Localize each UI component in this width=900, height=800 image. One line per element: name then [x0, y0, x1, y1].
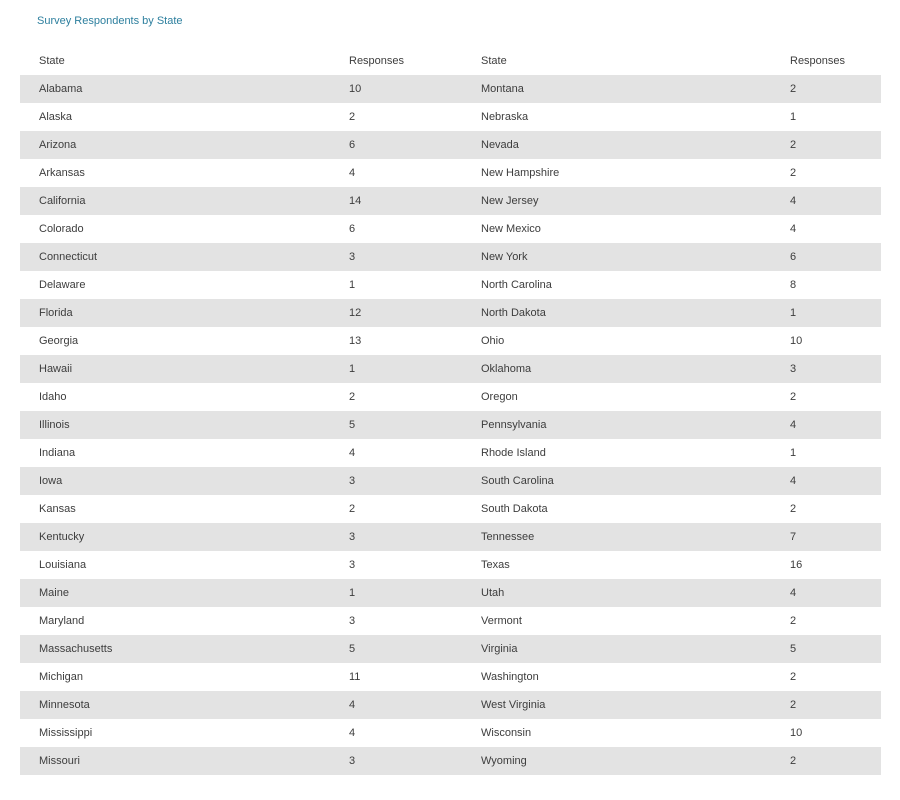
responses-cell: 14	[349, 195, 362, 207]
table-row	[20, 243, 881, 271]
responses-cell: 2	[790, 671, 797, 683]
table-row	[20, 271, 881, 299]
state-cell: North Dakota	[481, 307, 546, 319]
responses-cell: 1	[349, 363, 356, 375]
responses-cell: 10	[349, 83, 362, 95]
state-cell: Arkansas	[39, 167, 85, 179]
table-row	[20, 215, 881, 243]
state-cell: Idaho	[39, 391, 67, 403]
state-cell: Vermont	[481, 615, 522, 627]
responses-cell: 7	[790, 531, 797, 543]
state-cell: Louisiana	[39, 559, 87, 571]
state-cell: Wisconsin	[481, 727, 532, 739]
table-row	[20, 691, 881, 719]
responses-cell: 4	[790, 587, 797, 599]
state-cell: Texas	[481, 559, 510, 571]
state-cell: Minnesota	[39, 699, 90, 711]
responses-cell: 2	[349, 503, 356, 515]
state-cell: Alabama	[39, 83, 83, 95]
table-row	[20, 635, 881, 663]
table-row	[20, 187, 881, 215]
table-row	[20, 327, 881, 355]
table-row	[20, 299, 881, 327]
table-row	[20, 551, 881, 579]
state-cell: Nevada	[481, 139, 519, 151]
state-cell: Washington	[481, 671, 539, 683]
table-row	[20, 523, 881, 551]
column-header-state-right: State	[481, 55, 507, 67]
table-row	[20, 663, 881, 691]
responses-cell: 6	[349, 139, 356, 151]
table-row	[20, 103, 881, 131]
state-cell: South Dakota	[481, 503, 548, 515]
state-cell: California	[39, 195, 86, 207]
state-cell: Montana	[481, 83, 524, 95]
state-cell: Florida	[39, 307, 73, 319]
state-cell: Delaware	[39, 279, 86, 291]
table-row	[20, 383, 881, 411]
state-cell: Maine	[39, 587, 69, 599]
state-cell: Rhode Island	[481, 447, 546, 459]
state-cell: Pennsylvania	[481, 419, 547, 431]
responses-cell: 2	[790, 503, 797, 515]
table-row	[20, 747, 881, 775]
responses-cell: 10	[790, 727, 803, 739]
column-header-responses-left: Responses	[349, 55, 405, 67]
column-header-responses-right: Responses	[790, 55, 846, 67]
state-cell: Colorado	[39, 223, 84, 235]
responses-cell: 1	[349, 279, 356, 291]
responses-cell: 1	[790, 447, 797, 459]
state-cell: Michigan	[39, 671, 84, 683]
state-cell: Nebraska	[481, 111, 529, 123]
state-cell: Ohio	[481, 335, 505, 347]
table-row	[20, 495, 881, 523]
state-cell: Massachusetts	[39, 643, 113, 655]
state-cell: Maryland	[39, 615, 85, 627]
state-cell: North Carolina	[481, 279, 552, 291]
responses-cell: 4	[790, 195, 797, 207]
header-row	[20, 47, 881, 75]
responses-cell: 4	[790, 419, 797, 431]
responses-cell: 2	[349, 111, 356, 123]
responses-cell: 1	[790, 111, 797, 123]
table-row	[20, 719, 881, 747]
state-cell: West Virginia	[481, 699, 546, 711]
state-cell: Iowa	[39, 475, 63, 487]
state-cell: Hawaii	[39, 363, 73, 375]
state-cell: South Carolina	[481, 475, 554, 487]
state-cell: Utah	[481, 587, 505, 599]
responses-cell: 2	[790, 699, 797, 711]
table-body	[20, 75, 881, 775]
table-row	[20, 75, 881, 103]
responses-cell: 4	[349, 727, 356, 739]
responses-cell: 12	[349, 307, 362, 319]
state-cell: Connecticut	[39, 251, 98, 263]
state-cell: Illinois	[39, 419, 70, 431]
responses-cell: 3	[790, 363, 797, 375]
survey-respondents-table	[20, 47, 881, 775]
state-cell: New Hampshire	[481, 167, 560, 179]
state-cell: Mississippi	[39, 727, 93, 739]
responses-cell: 10	[790, 335, 803, 347]
responses-cell: 3	[349, 615, 356, 627]
responses-cell: 4	[349, 699, 356, 711]
state-cell: Oklahoma	[481, 363, 532, 375]
page-title: Survey Respondents by State	[37, 15, 183, 27]
responses-cell: 1	[790, 307, 797, 319]
responses-cell: 11	[349, 671, 361, 683]
state-cell: Arizona	[39, 139, 77, 151]
responses-cell: 3	[349, 559, 356, 571]
responses-cell: 4	[790, 223, 797, 235]
table-row	[20, 411, 881, 439]
responses-cell: 5	[349, 419, 356, 431]
responses-cell: 5	[790, 643, 797, 655]
column-header-state-left: State	[39, 55, 65, 67]
state-cell: Oregon	[481, 391, 518, 403]
table-row	[20, 467, 881, 495]
responses-cell: 2	[790, 83, 797, 95]
responses-cell: 6	[790, 251, 797, 263]
responses-cell: 2	[790, 391, 797, 403]
responses-cell: 3	[349, 251, 356, 263]
responses-cell: 3	[349, 755, 356, 767]
responses-cell: 6	[349, 223, 356, 235]
table-row	[20, 607, 881, 635]
responses-cell: 2	[790, 139, 797, 151]
table-row	[20, 131, 881, 159]
state-cell: Tennessee	[481, 531, 535, 543]
responses-cell: 8	[790, 279, 797, 291]
state-cell: Kentucky	[39, 531, 85, 543]
state-cell: New Mexico	[481, 223, 541, 235]
state-cell: Indiana	[39, 447, 76, 459]
state-cell: Missouri	[39, 755, 80, 767]
responses-cell: 4	[349, 447, 356, 459]
state-cell: Alaska	[39, 111, 73, 123]
responses-cell: 4	[349, 167, 356, 179]
responses-cell: 4	[790, 475, 797, 487]
responses-cell: 5	[349, 643, 356, 655]
responses-cell: 3	[349, 531, 356, 543]
responses-cell: 2	[790, 755, 797, 767]
state-cell: Georgia	[39, 335, 79, 347]
state-cell: Kansas	[39, 503, 76, 515]
responses-cell: 2	[790, 167, 797, 179]
table-row	[20, 439, 881, 467]
responses-cell: 3	[349, 475, 356, 487]
responses-cell: 2	[790, 615, 797, 627]
state-cell: Wyoming	[481, 755, 527, 767]
state-cell: Virginia	[481, 643, 518, 655]
table-row	[20, 159, 881, 187]
state-cell: New York	[481, 251, 528, 263]
responses-cell: 2	[349, 391, 356, 403]
state-cell: New Jersey	[481, 195, 539, 207]
table-row	[20, 355, 881, 383]
responses-cell: 1	[349, 587, 356, 599]
responses-cell: 13	[349, 335, 362, 347]
table-row	[20, 579, 881, 607]
responses-cell: 16	[790, 559, 803, 571]
